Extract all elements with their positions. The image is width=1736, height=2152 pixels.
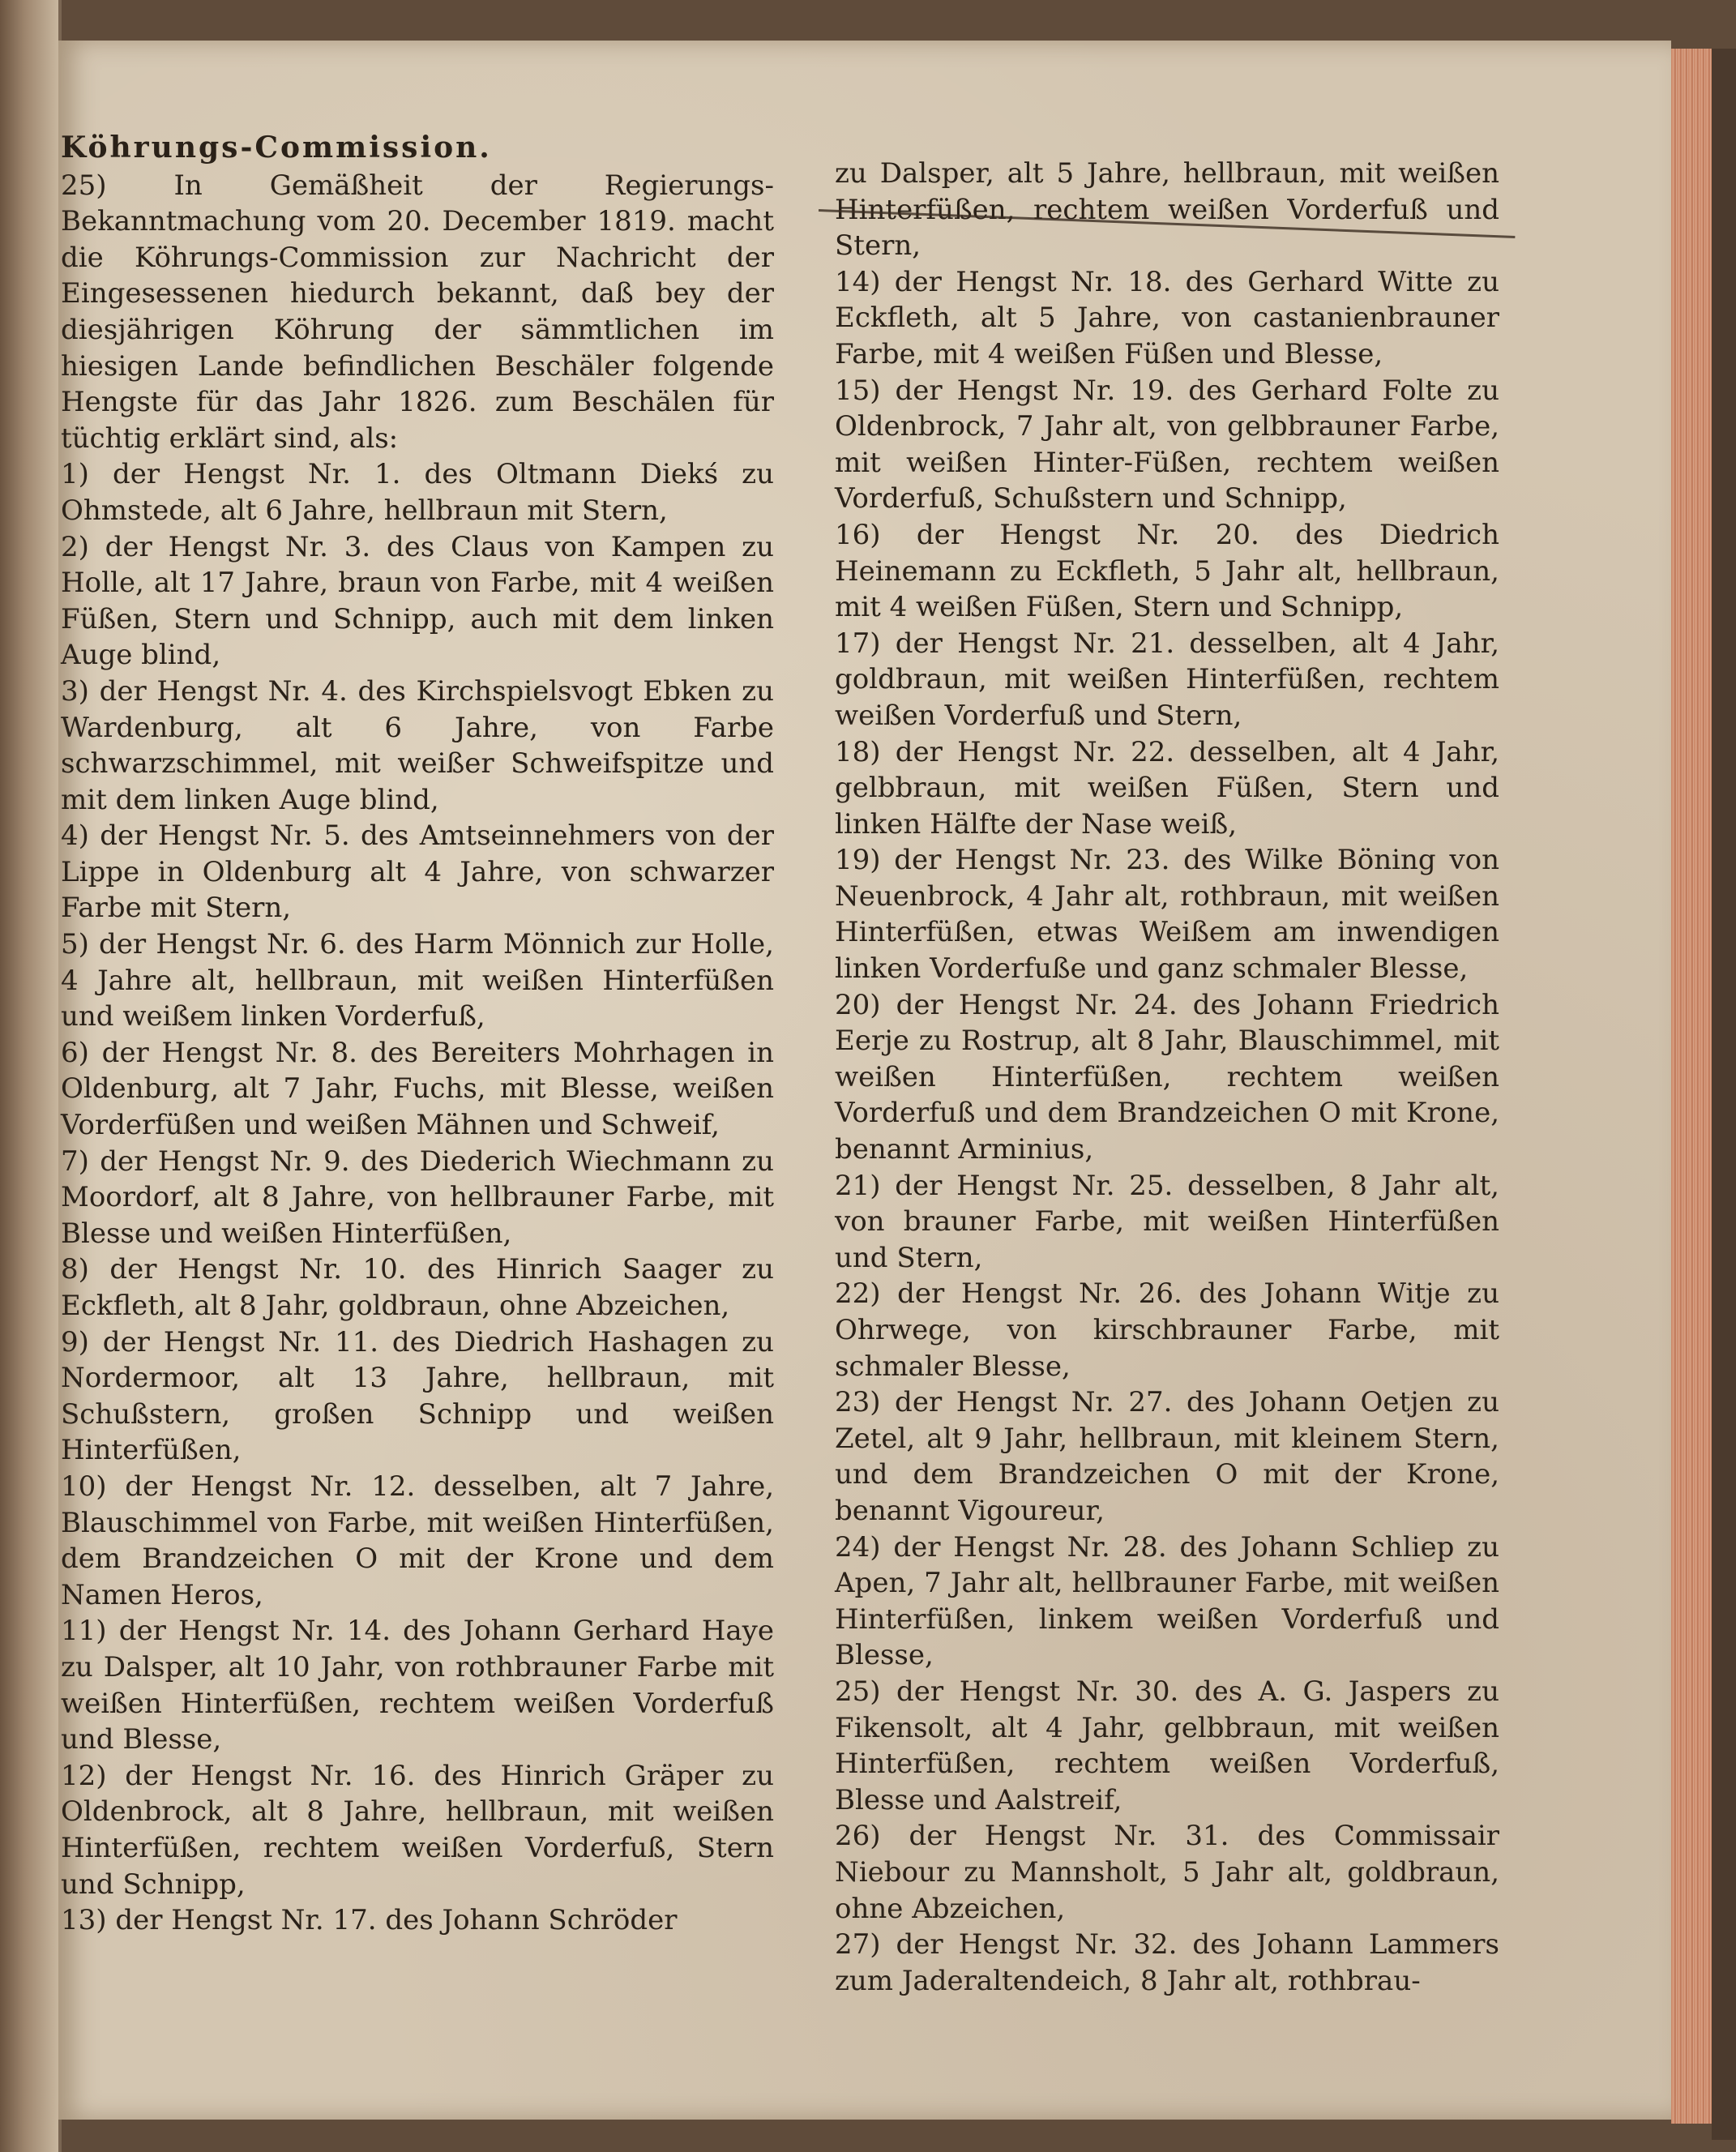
entry-25: 25) der Hengst Nr. 30. des A. G. Jaspers zu Fikensolt, alt 4 Jahr, gelbbraun, mit weißen Hinterfüßen, rechtem weißen Vorderfuß, Blesse und Aalstreif, bbox=[835, 1675, 1499, 1816]
facing-page-edge bbox=[0, 0, 62, 2152]
entry-17: 17) der Hengst Nr. 21. desselben, alt 4 Jahr, goldbraun, mit weißen Hinterfüßen, rechtem weißen Vorderfuß und Stern, bbox=[835, 627, 1499, 732]
entry-27: 27) der Hengst Nr. 32. des Johann Lammers zum Jaderaltendeich, 8 Jahr alt, rothbrau- bbox=[835, 1928, 1499, 1997]
entry-6: 6) der Hengst Nr. 8. des Bereiters Mohrhagen in Oldenburg, alt 7 Jahr, Fuchs, mit Blesse, weißen Vorderfüßen und weißen Mähnen und Schweif, bbox=[61, 1036, 774, 1142]
entry-23: 23) der Hengst Nr. 27. des Johann Oetjen zu Zetel, alt 9 Jahr, hellbraun, mit kleinem Stern, und dem Brandzeichen O mit der Krone, benannt Vigoureur, bbox=[835, 1386, 1499, 1527]
entry-12: 12) der Hengst Nr. 16. des Hinrich Gräper zu Oldenbrock, alt 8 Jahre, hellbraun, mit weißen Hinterfüßen, rechtem weißen Vorderfuß, Stern und Schnipp, bbox=[61, 1759, 774, 1901]
entry-13-continued: zu Dalsper, alt 5 Jahre, hellbraun, mit weißen Hinterfüßen, rechtem weißen Vorderfuß und Stern, bbox=[835, 157, 1499, 263]
entry-22: 22) der Hengst Nr. 26. des Johann Witje zu Ohrwege, von kirschbrauner Farbe, mit schmaler Blesse, bbox=[835, 1277, 1499, 1383]
intro-paragraph: 25) In Gemäßheit der Regierungs-Bekanntmachung vom 20. December 1819. macht die Köhrungs-Commission zur Nachricht der Eingesessenen hiedurch bekannt, daß bey der diesjährigen Köhrung der sämmtlichen im hiesigen Lande befindlichen Beschäler folgende Hengste für das Jahr 1826. zum Beschälen für tüchtig erklärt sind, als: bbox=[61, 169, 774, 455]
entry-20: 20) der Hengst Nr. 24. des Johann Friedrich Eerje zu Rostrup, alt 8 Jahr, Blauschimmel, mit weißen Hinterfüßen, rechtem weißen Vorderfuß und dem Brandzeichen O mit Krone, benannt Arminius, bbox=[835, 988, 1499, 1166]
entry-11: 11) der Hengst Nr. 14. des Johann Gerhard Haye zu Dalsper, alt 10 Jahr, von rothbrauner Farbe mit weißen Hinterfüßen, rechtem weißen Vorderfuß und Blesse, bbox=[61, 1615, 774, 1756]
entry-19: 19) der Hengst Nr. 23. des Wilke Böning von Neuenbrock, 4 Jahr alt, rothbraun, mit weißen Hinterfüßen, etwas Weißem am inwendigen linken Vorderfuße und ganz schmaler Blesse, bbox=[835, 844, 1499, 986]
left-column bbox=[61, 130, 774, 1939]
entry-14: 14) der Hengst Nr. 18. des Gerhard Witte zu Eckfleth, alt 5 Jahre, von castanienbrauner Farbe, mit 4 weißen Füßen und Blesse, bbox=[835, 265, 1499, 370]
entry-13: 13) der Hengst Nr. 17. des Johann Schröder bbox=[61, 1904, 678, 1937]
entry-5: 5) der Hengst Nr. 6. des Harm Mönnich zur Holle, 4 Jahre alt, hellbraun, mit weißen Hinterfüßen und weißem linken Vorderfuß, bbox=[61, 928, 774, 1033]
section-heading: Köhrungs-Commission. bbox=[61, 130, 492, 165]
entry-8: 8) der Hengst Nr. 10. des Hinrich Saager zu Eckfleth, alt 8 Jahr, goldbraun, ohne Abzeichen, bbox=[61, 1253, 774, 1322]
binding-shadow bbox=[1712, 49, 1736, 2140]
right-column bbox=[835, 156, 1499, 1999]
entry-21: 21) der Hengst Nr. 25. desselben, 8 Jahr alt, von brauner Farbe, mit weißen Hinterfüßen und Stern, bbox=[835, 1169, 1499, 1274]
entry-2: 2) der Hengst Nr. 3. des Claus von Kampen zu Holle, alt 17 Jahre, braun von Farbe, mit 4 weißen Füßen, Stern und Schnipp, auch mit dem linken Auge blind, bbox=[61, 530, 774, 672]
entry-3: 3) der Hengst Nr. 4. des Kirchspielsvogt Ebken zu Wardenburg, alt 6 Jahre, von Farbe schwarzschimmel, mit weißer Schweifspitze und mit dem linken Auge blind, bbox=[61, 674, 774, 816]
entry-4: 4) der Hengst Nr. 5. des Amtseinnehmers von der Lippe in Oldenburg alt 4 Jahre, von schwarzer Farbe mit Stern, bbox=[61, 819, 774, 925]
entry-15: 15) der Hengst Nr. 19. des Gerhard Folte zu Oldenbrock, 7 Jahr alt, von gelbbrauner Farbe, mit weißen Hinter-Füßen, rechtem weißen Vorderfuß, Schußstern und Schnipp, bbox=[835, 374, 1499, 516]
page-stack-edge bbox=[1671, 49, 1712, 2124]
entry-16: 16) der Hengst Nr. 20. des Diedrich Heinemann zu Eckfleth, 5 Jahr alt, hellbraun, mit 4 weißen Füßen, Stern und Schnipp, bbox=[835, 518, 1499, 624]
entry-1: 1) der Hengst Nr. 1. des Oltmann Diekś zu Ohmstede, alt 6 Jahre, hellbraun mit Stern, bbox=[61, 458, 774, 527]
entry-24: 24) der Hengst Nr. 28. des Johann Schliep zu Apen, 7 Jahr alt, hellbrauner Farbe, mit weißen Hinterfüßen, linkem weißen Vorderfuß und Blesse, bbox=[835, 1530, 1499, 1672]
entry-9: 9) der Hengst Nr. 11. des Diedrich Hashagen zu Nordermoor, alt 13 Jahre, hellbraun, mit Schußstern, großen Schnipp und weißen Hinterfüßen, bbox=[61, 1325, 774, 1467]
entry-18: 18) der Hengst Nr. 22. desselben, alt 4 Jahr, gelbbraun, mit weißen Füßen, Stern und linken Hälfte der Nase weiß, bbox=[835, 735, 1499, 841]
entry-10: 10) der Hengst Nr. 12. desselben, alt 7 Jahre, Blauschimmel von Farbe, mit weißen Hinterfüßen, dem Brandzeichen O mit der Krone und dem Namen Heros, bbox=[61, 1470, 774, 1611]
entry-7: 7) der Hengst Nr. 9. des Diederich Wiechmann zu Moordorf, alt 8 Jahre, von hellbrauner Farbe, mit Blesse und weißen Hinterfüßen, bbox=[61, 1144, 774, 1250]
entry-26: 26) der Hengst Nr. 31. des Commissair Niebour zu Mannsholt, 5 Jahr alt, goldbraun, ohne Abzeichen, bbox=[835, 1820, 1499, 1925]
